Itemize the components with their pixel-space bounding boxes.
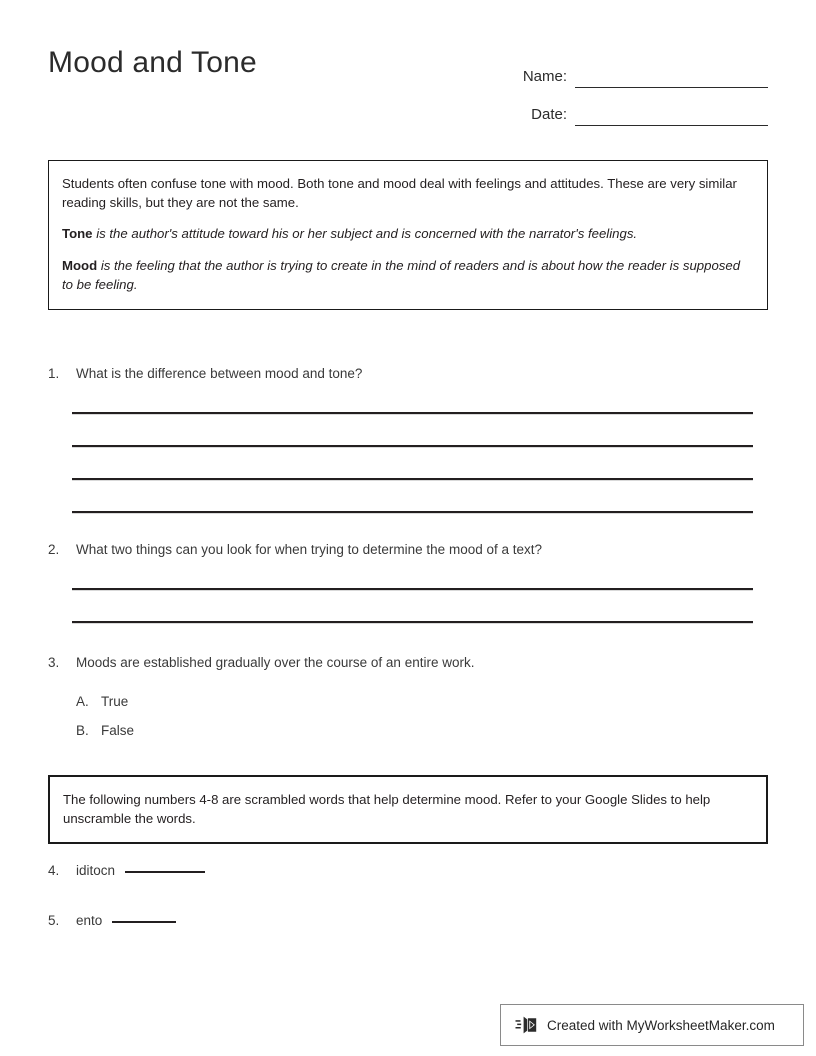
- choice-b-label: False: [101, 723, 135, 738]
- definitions-box: [48, 160, 768, 310]
- footer-attribution-text: Created with MyWorksheetMaker.com: [547, 1017, 775, 1033]
- mood-term: Mood: [62, 258, 98, 274]
- scramble-4-blank[interactable]: [125, 860, 205, 873]
- question-2-number: 2.: [48, 542, 60, 557]
- answer-line[interactable]: [72, 511, 753, 513]
- question-1: [48, 365, 768, 383]
- question-3-text: Moods are established gradually over the course of an entire work.: [76, 655, 475, 670]
- question-1-answer-lines: [72, 412, 753, 513]
- answer-line[interactable]: [72, 478, 753, 480]
- definitions-intro-paragraph: Students often confuse tone with mood. Both tone and mood deal with feelings and attitudes. These are very similar reading skills, but they are not the same.: [62, 176, 737, 210]
- question-3-number: 3.: [48, 655, 60, 670]
- name-field-row: [502, 50, 768, 88]
- question-3-choices: [76, 694, 134, 752]
- page-title: Mood and Tone: [48, 46, 257, 79]
- date-label: Date:: [531, 106, 567, 123]
- question-1-heading: [48, 365, 768, 383]
- answer-line[interactable]: [72, 412, 753, 414]
- choice-a-label: True: [101, 694, 129, 709]
- scramble-5-number: 5.: [48, 913, 60, 928]
- name-label: Name:: [522, 68, 567, 85]
- tone-term: Tone: [62, 226, 93, 242]
- question-1-text: What is the difference between mood and tone?: [76, 366, 363, 381]
- choice-option-a[interactable]: [76, 694, 134, 723]
- scramble-5-blank[interactable]: [112, 910, 176, 923]
- date-input-line[interactable]: [575, 105, 768, 126]
- question-3-heading: [48, 654, 768, 672]
- scramble-4-word: iditocn: [76, 863, 116, 878]
- scramble-5-word: ento: [76, 913, 103, 928]
- answer-line[interactable]: [72, 445, 753, 447]
- mood-definition-paragraph: [62, 257, 754, 294]
- question-1-number: 1.: [48, 366, 60, 381]
- question-2-answer-lines: [72, 588, 753, 623]
- answer-line[interactable]: [72, 588, 753, 590]
- choice-option-b[interactable]: [76, 723, 134, 752]
- tone-definition-text: is the author's attitude toward his or her subject and is concerned with the narrator's feelings.: [92, 226, 638, 242]
- scramble-item-5: [48, 912, 176, 928]
- question-2-text: What two things can you look for when trying to determine the mood of a text?: [76, 542, 543, 557]
- choice-a-letter: A.: [76, 694, 89, 709]
- tone-definition-paragraph: [62, 225, 754, 244]
- question-3: [48, 654, 768, 672]
- mood-definition-text: is the feeling that the author is trying to create in the mind of readers and is about how the reader is supposed to be feeling.: [62, 258, 741, 292]
- scramble-4-number: 4.: [48, 863, 60, 878]
- question-2-heading: [48, 541, 768, 559]
- date-field-row: [502, 88, 768, 126]
- name-input-line[interactable]: [575, 67, 768, 88]
- footer-attribution-badge[interactable]: [500, 1004, 804, 1046]
- choice-b-letter: B.: [76, 723, 89, 738]
- name-date-block: [502, 50, 768, 126]
- answer-line[interactable]: [72, 621, 753, 623]
- flying-page-icon: [515, 1013, 539, 1037]
- question-2: [48, 541, 768, 559]
- scramble-item-4: [48, 862, 205, 878]
- scramble-instructions-text: The following numbers 4-8 are scrambled words that help determine mood. Refer to your Google Slides to help unscramble the words.: [63, 792, 711, 826]
- scramble-instructions-box: [48, 775, 768, 844]
